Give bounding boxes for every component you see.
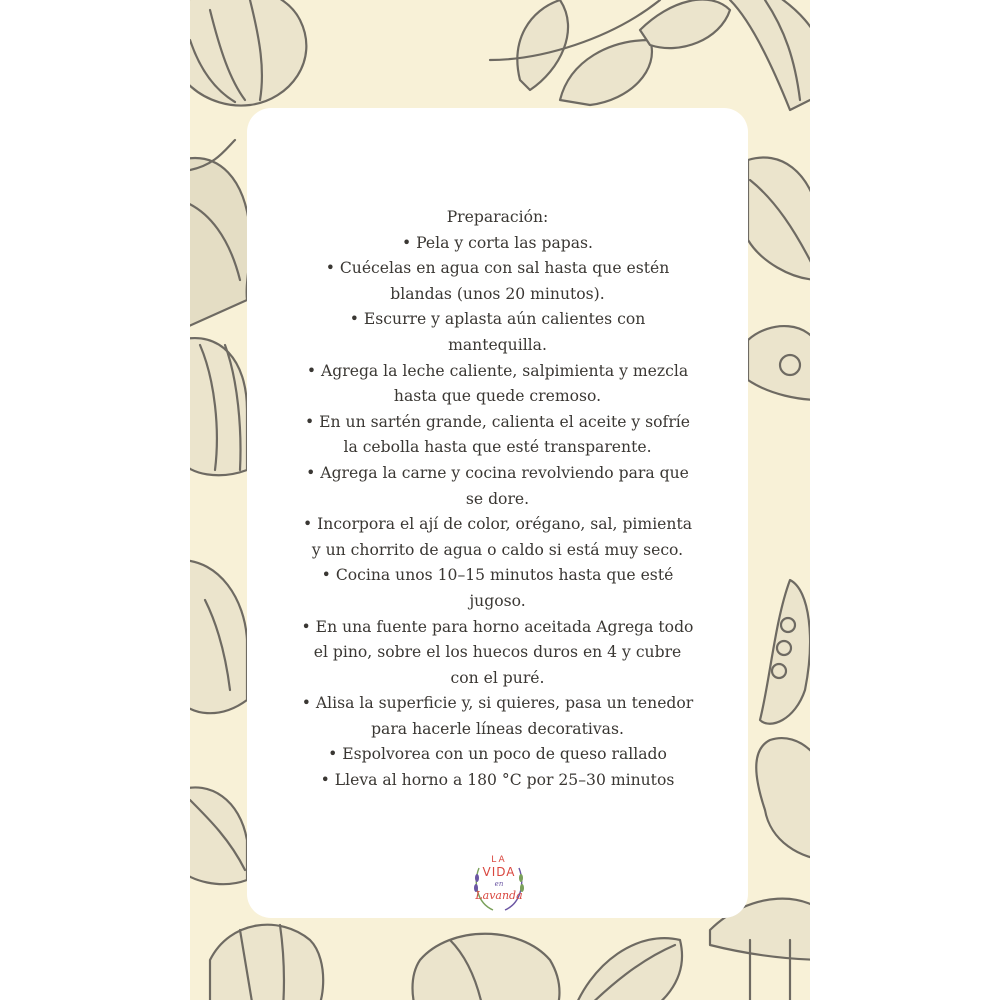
instructions-heading: Preparación: — [446, 208, 549, 226]
instruction-line: • En un sartén grande, calienta el aceite y sofríe — [305, 412, 690, 431]
eggplant-illustration-left — [190, 140, 250, 330]
recipe-poster — [190, 0, 810, 1000]
instruction-line: con el puré. — [450, 668, 545, 687]
instruction-line: hasta que quede cremoso. — [393, 387, 602, 406]
onion-illustration-bottom-left — [210, 925, 323, 1000]
garlic-illustration-top-left — [190, 0, 306, 106]
logo-word-lavanda: Lavanda — [475, 889, 523, 902]
instruction-line: • Lleva al horno a 180 °C por 25–30 minutos — [320, 771, 675, 790]
instruction-line: • Espolvorea con un poco de queso rallado — [328, 745, 667, 764]
gourd-illustration-left — [190, 560, 247, 713]
instruction-line: • Incorpora el ají de color, orégano, sal, pimienta — [302, 515, 693, 534]
recipe-card — [247, 108, 748, 918]
leaf-sprig-illustration-top — [490, 0, 730, 105]
leaf-illustration-left-lower — [190, 787, 247, 884]
instruction-line: para hacerle líneas decorativas. — [371, 719, 624, 738]
pea-pod-illustration-right — [760, 580, 810, 724]
radish-illustration-top-right — [730, 0, 810, 110]
instruction-line: • Escurre y aplasta aún calientes con — [349, 310, 646, 329]
garlic-illustration-left — [190, 338, 247, 475]
instruction-line: la cebolla hasta que esté transparente. — [343, 438, 652, 457]
instruction-line: se dore. — [465, 489, 530, 508]
logo-word-vida: VIDA — [482, 865, 516, 879]
pear-illustration-right — [756, 738, 810, 860]
instruction-line: • Alisa la superficie y, si quieres, pasa un tenedor — [301, 694, 694, 713]
instruction-line: • Cocina unos 10–15 minutos hasta que esté — [321, 566, 674, 585]
instruction-line: y un chorrito de agua o caldo si está muy seco. — [311, 540, 684, 559]
beet-illustration-bottom — [413, 934, 560, 1000]
instruction-line: mantequilla. — [448, 335, 547, 354]
logo-word-en: en — [494, 880, 504, 888]
instruction-line: el pino, sobre el los huecos duros en 4 y cubre — [313, 643, 682, 662]
instruction-line: • Cuécelas en agua con sal hasta que estén — [325, 259, 670, 278]
leaf-illustration-right — [748, 158, 810, 281]
la-vida-en-lavanda-logo — [469, 848, 529, 914]
instruction-line: jugoso. — [469, 591, 526, 610]
instruction-line: • Agrega la carne y cocina revolviendo para que — [306, 463, 689, 482]
logo-word-la: LA — [491, 855, 507, 865]
instruction-line: • Pela y corta las papas. — [401, 233, 594, 252]
leaf-illustration-bottom — [570, 938, 682, 1000]
lemon-illustration-right — [748, 326, 810, 400]
instruction-line: • Agrega la leche caliente, salpimienta y mezcla — [306, 361, 689, 380]
instruction-line: blandas (unos 20 minutos). — [390, 284, 605, 303]
instruction-line: • En una fuente para horno aceitada Agrega todo — [301, 617, 694, 636]
recipe-instructions — [247, 205, 748, 794]
